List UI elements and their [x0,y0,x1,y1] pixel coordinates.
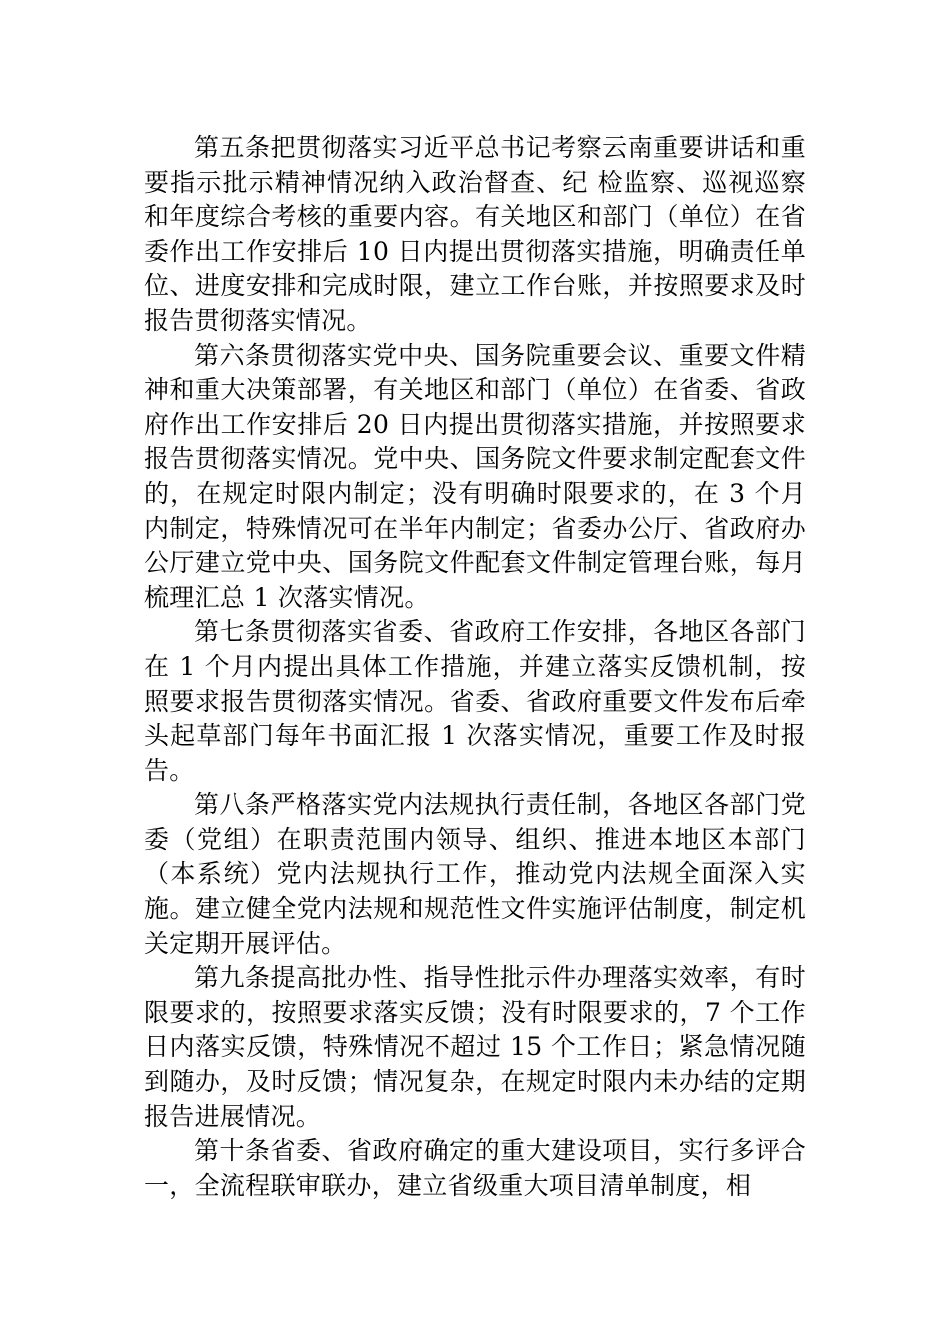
paragraph-article-7: 第七条贯彻落实省委、省政府工作安排，各地区各部门在 1 个月内提出具体工作措施，并建立落实反馈机制，按照要求报告贯彻落实情况。省委、省政府重要文件发布后牵头起草部门每年书面汇报 1 次落实情况，重要工作及时报告。 [144,617,806,785]
document-body [144,131,806,1203]
paragraph-article-10: 第十条省委、省政府确定的重大建设项目，实行多评合一，全流程联审联办，建立省级重大项目清单制度，相 [144,1136,806,1200]
paragraph-article-6: 第六条贯彻落实党中央、国务院重要会议、重要文件精神和重大决策部署，有关地区和部门（单位）在省委、省政府作出工作安排后 20 日内提出贯彻落实措施，并按照要求报告贯彻落实情况。党中央、国务院文件要求制定配套文件的，在规定时限内制定；没有明确时限要求的，在 3 个月内制定，特殊情况可在半年内制定；省委办公厅、省政府办公厅建立党中央、国务院文件配套文件制定管理台账，每月梳理汇总 1 次落实情况。 [144,340,806,612]
paragraph-article-8: 第八条严格落实党内法规执行责任制，各地区各部门党委（党组）在职责范围内领导、组织、推进本地区本部门（本系统）党内法规执行工作，推动党内法规全面深入实施。建立健全党内法规和规范性文件实施评估制度，制定机关定期开展评估。 [144,790,806,958]
paragraph-article-9: 第九条提高批办性、指导性批示件办理落实效率，有时限要求的，按照要求落实反馈；没有时限要求的，7 个工作日内落实反馈，特殊情况不超过 15 个工作日；紧急情况随到随办，及时反馈；情况复杂，在规定时限内未办结的定期报告进展情况。 [144,963,806,1131]
paragraph-article-5: 第五条把贯彻落实习近平总书记考察云南重要讲话和重要指示批示精神情况纳入政治督查、纪 检监察、巡视巡察和年度综合考核的重要内容。有关地区和部门（单位）在省委作出工作安排后 10 日内提出贯彻落实措施，明确责任单位、进度安排和完成时限，建立工作台账，并按照要求及时报告贯彻落实情况。 [144,133,806,335]
